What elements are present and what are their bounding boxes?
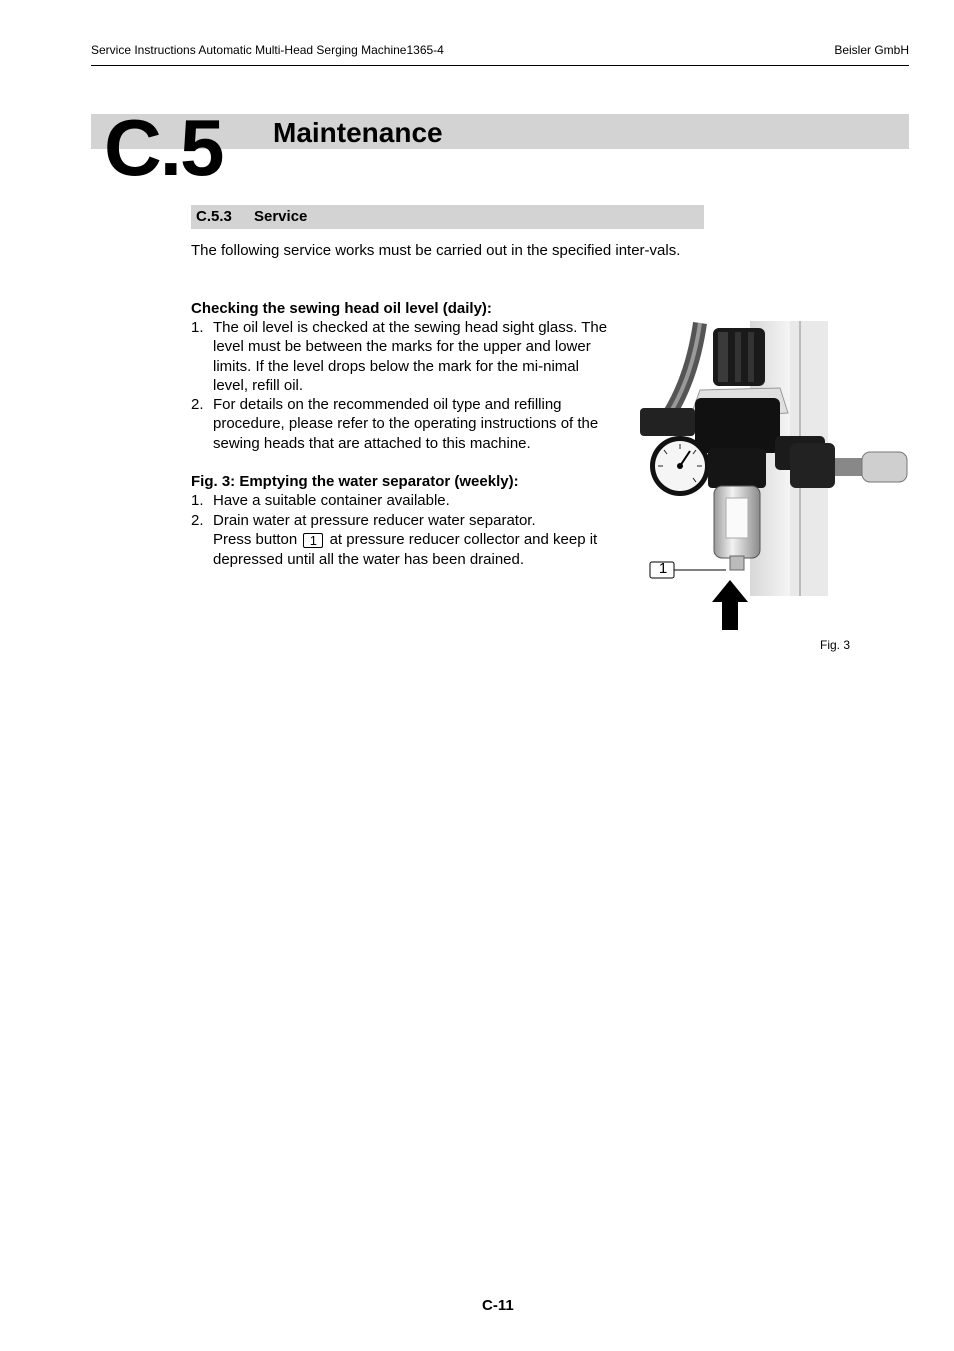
- water-separator-item: [191, 491, 611, 510]
- oil-check-item: [191, 318, 611, 396]
- list-text-part: at pressure reducer collector and keep it depressed until all the water has been drained.: [213, 531, 598, 568]
- list-text-line: Drain water at pressure reducer water separator.: [213, 512, 536, 529]
- page-number: C-11: [482, 1297, 514, 1314]
- water-separator-item: [191, 511, 611, 569]
- header-rule: [91, 65, 909, 66]
- intro-paragraph: The following service works must be carried out in the specified inter-vals.: [191, 242, 681, 259]
- list-number: 2.: [191, 512, 204, 529]
- water-separator-heading: Fig. 3: Emptying the water separator (weekly):: [191, 473, 519, 490]
- list-text: The oil level is checked at the sewing head sight glass. The level must be between the marks for the upper and lower limits. If the level drops below the mark for the mi-nimal level, refill oil.: [213, 319, 608, 395]
- oil-check-item: [191, 395, 611, 453]
- header-company: Beisler GmbH: [834, 43, 909, 57]
- figure-caption: Fig. 3: [820, 638, 851, 652]
- list-text: [213, 511, 611, 569]
- section-number: C.5.3: [196, 208, 232, 225]
- section-title: Service: [254, 208, 308, 225]
- list-number: 1.: [191, 319, 204, 336]
- chapter-number: C.5: [104, 103, 223, 192]
- pressure-reducer-figure: [640, 318, 910, 634]
- list-number: 2.: [191, 396, 204, 413]
- list-text: For details on the recommended oil type and refilling procedure, please refer to the operating instructions of the sewing heads that are attached to this machine.: [213, 396, 599, 452]
- oil-check-heading: Checking the sewing head oil level (daily):: [191, 300, 492, 317]
- button-callout: 1: [303, 533, 323, 548]
- list-number: 1.: [191, 492, 204, 509]
- list-text-part: Press button: [213, 531, 298, 549]
- chapter-title: Maintenance: [273, 117, 443, 148]
- list-text: Have a suitable container available.: [213, 492, 450, 509]
- header-title: Service Instructions Automatic Multi-Head Serging Machine1365-4: [91, 43, 444, 57]
- figure-callout-label: 1: [658, 560, 668, 577]
